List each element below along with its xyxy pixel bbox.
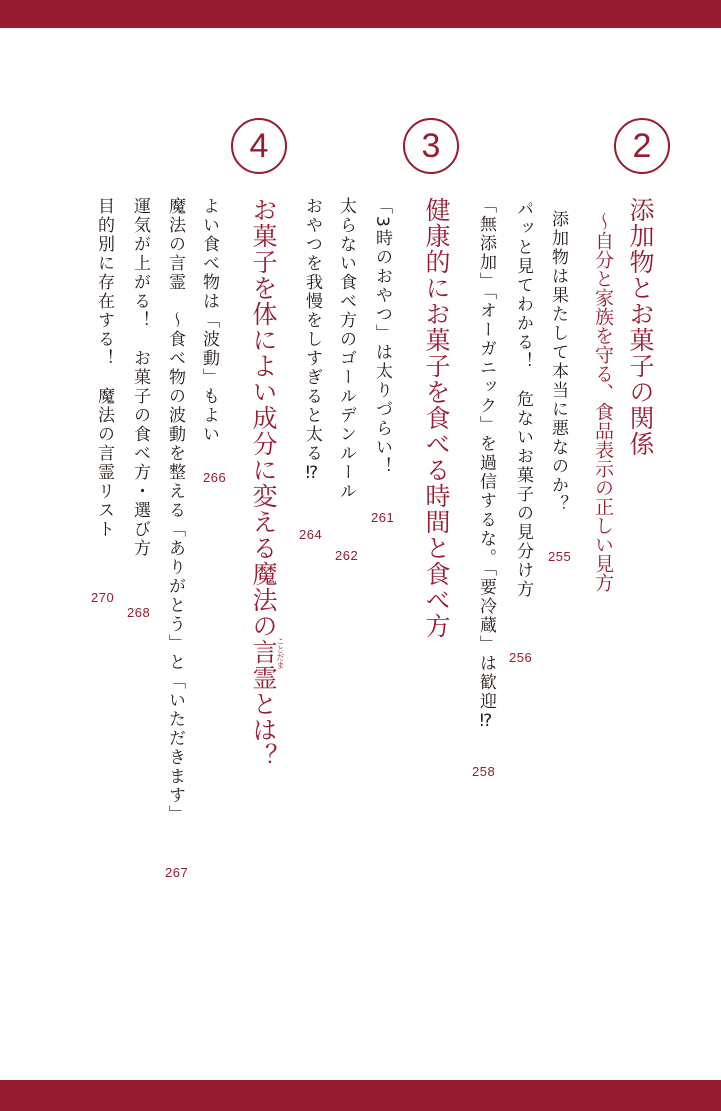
section-2-number: 2 <box>632 127 652 165</box>
section-4-number-circle <box>231 118 287 174</box>
section-3-number: 3 <box>421 127 441 165</box>
section-3-entry-2-page: 262 <box>335 548 359 563</box>
section-2-entry-2-page: 256 <box>509 650 533 665</box>
section-2-entry-3: 「無添加」「オーガニック」を過信するな。「要冷蔵」は歓迎⁉ <box>476 196 496 733</box>
section-3-number-circle <box>403 118 459 174</box>
section-4-entry-1: よい食べ物は「波動」もよい <box>199 197 219 444</box>
section-4-entry-4-page: 270 <box>91 590 115 605</box>
section-4-number: 4 <box>249 127 269 165</box>
section-3-entry-1: 「3時のおやつ」は太りづらい！ <box>372 197 392 476</box>
section-2-number-circle <box>614 118 670 174</box>
section-3-title: 健康的にお菓子を食べる時間と食べ方 <box>422 197 451 639</box>
section-4-entry-1-page: 266 <box>203 470 227 485</box>
top-band <box>0 0 721 28</box>
section-2-entry-3-page: 258 <box>472 764 496 779</box>
section-2-entry-1-page: 255 <box>548 549 572 564</box>
section-4-entry-2: 魔法の言霊 〜食べ物の波動を整える「ありがとう」と「いただきます」 <box>165 197 185 824</box>
section-4-entry-3: 運気が上がる！ お菓子の食べ方・選び方 <box>130 197 150 558</box>
section-2-title: 添加物とお菓子の関係 <box>626 197 655 457</box>
section-4-entry-3-page: 268 <box>127 605 151 620</box>
section-3-entry-2: 太らない食べ方のゴールデンルール <box>336 197 356 501</box>
section-4-entry-2-page: 267 <box>165 865 189 880</box>
section-3-entry-3: おやつを我慢をしすぎると太る⁉ <box>302 197 322 485</box>
section-2-subtitle: 〜自分と家族を守る、食品表示の正しい見方 <box>592 212 614 592</box>
section-3-entry-1-page: 261 <box>371 510 395 525</box>
section-4-entry-4: 目的別に存在する！ 魔法の言霊リスト <box>94 197 114 539</box>
section-4-title: お菓子を体によい成分に変える魔法の言霊とは？ <box>249 197 278 769</box>
section-2-entry-1: 添加物は果たして本当に悪なのか？ <box>548 210 568 514</box>
section-2-entry-2: パッと見てわかる！ 危ないお菓子の見分け方 <box>513 200 533 599</box>
bottom-band <box>0 1080 721 1111</box>
section-4-title-ruby: ことだま <box>276 637 285 669</box>
section-3-entry-3-page: 264 <box>299 527 323 542</box>
